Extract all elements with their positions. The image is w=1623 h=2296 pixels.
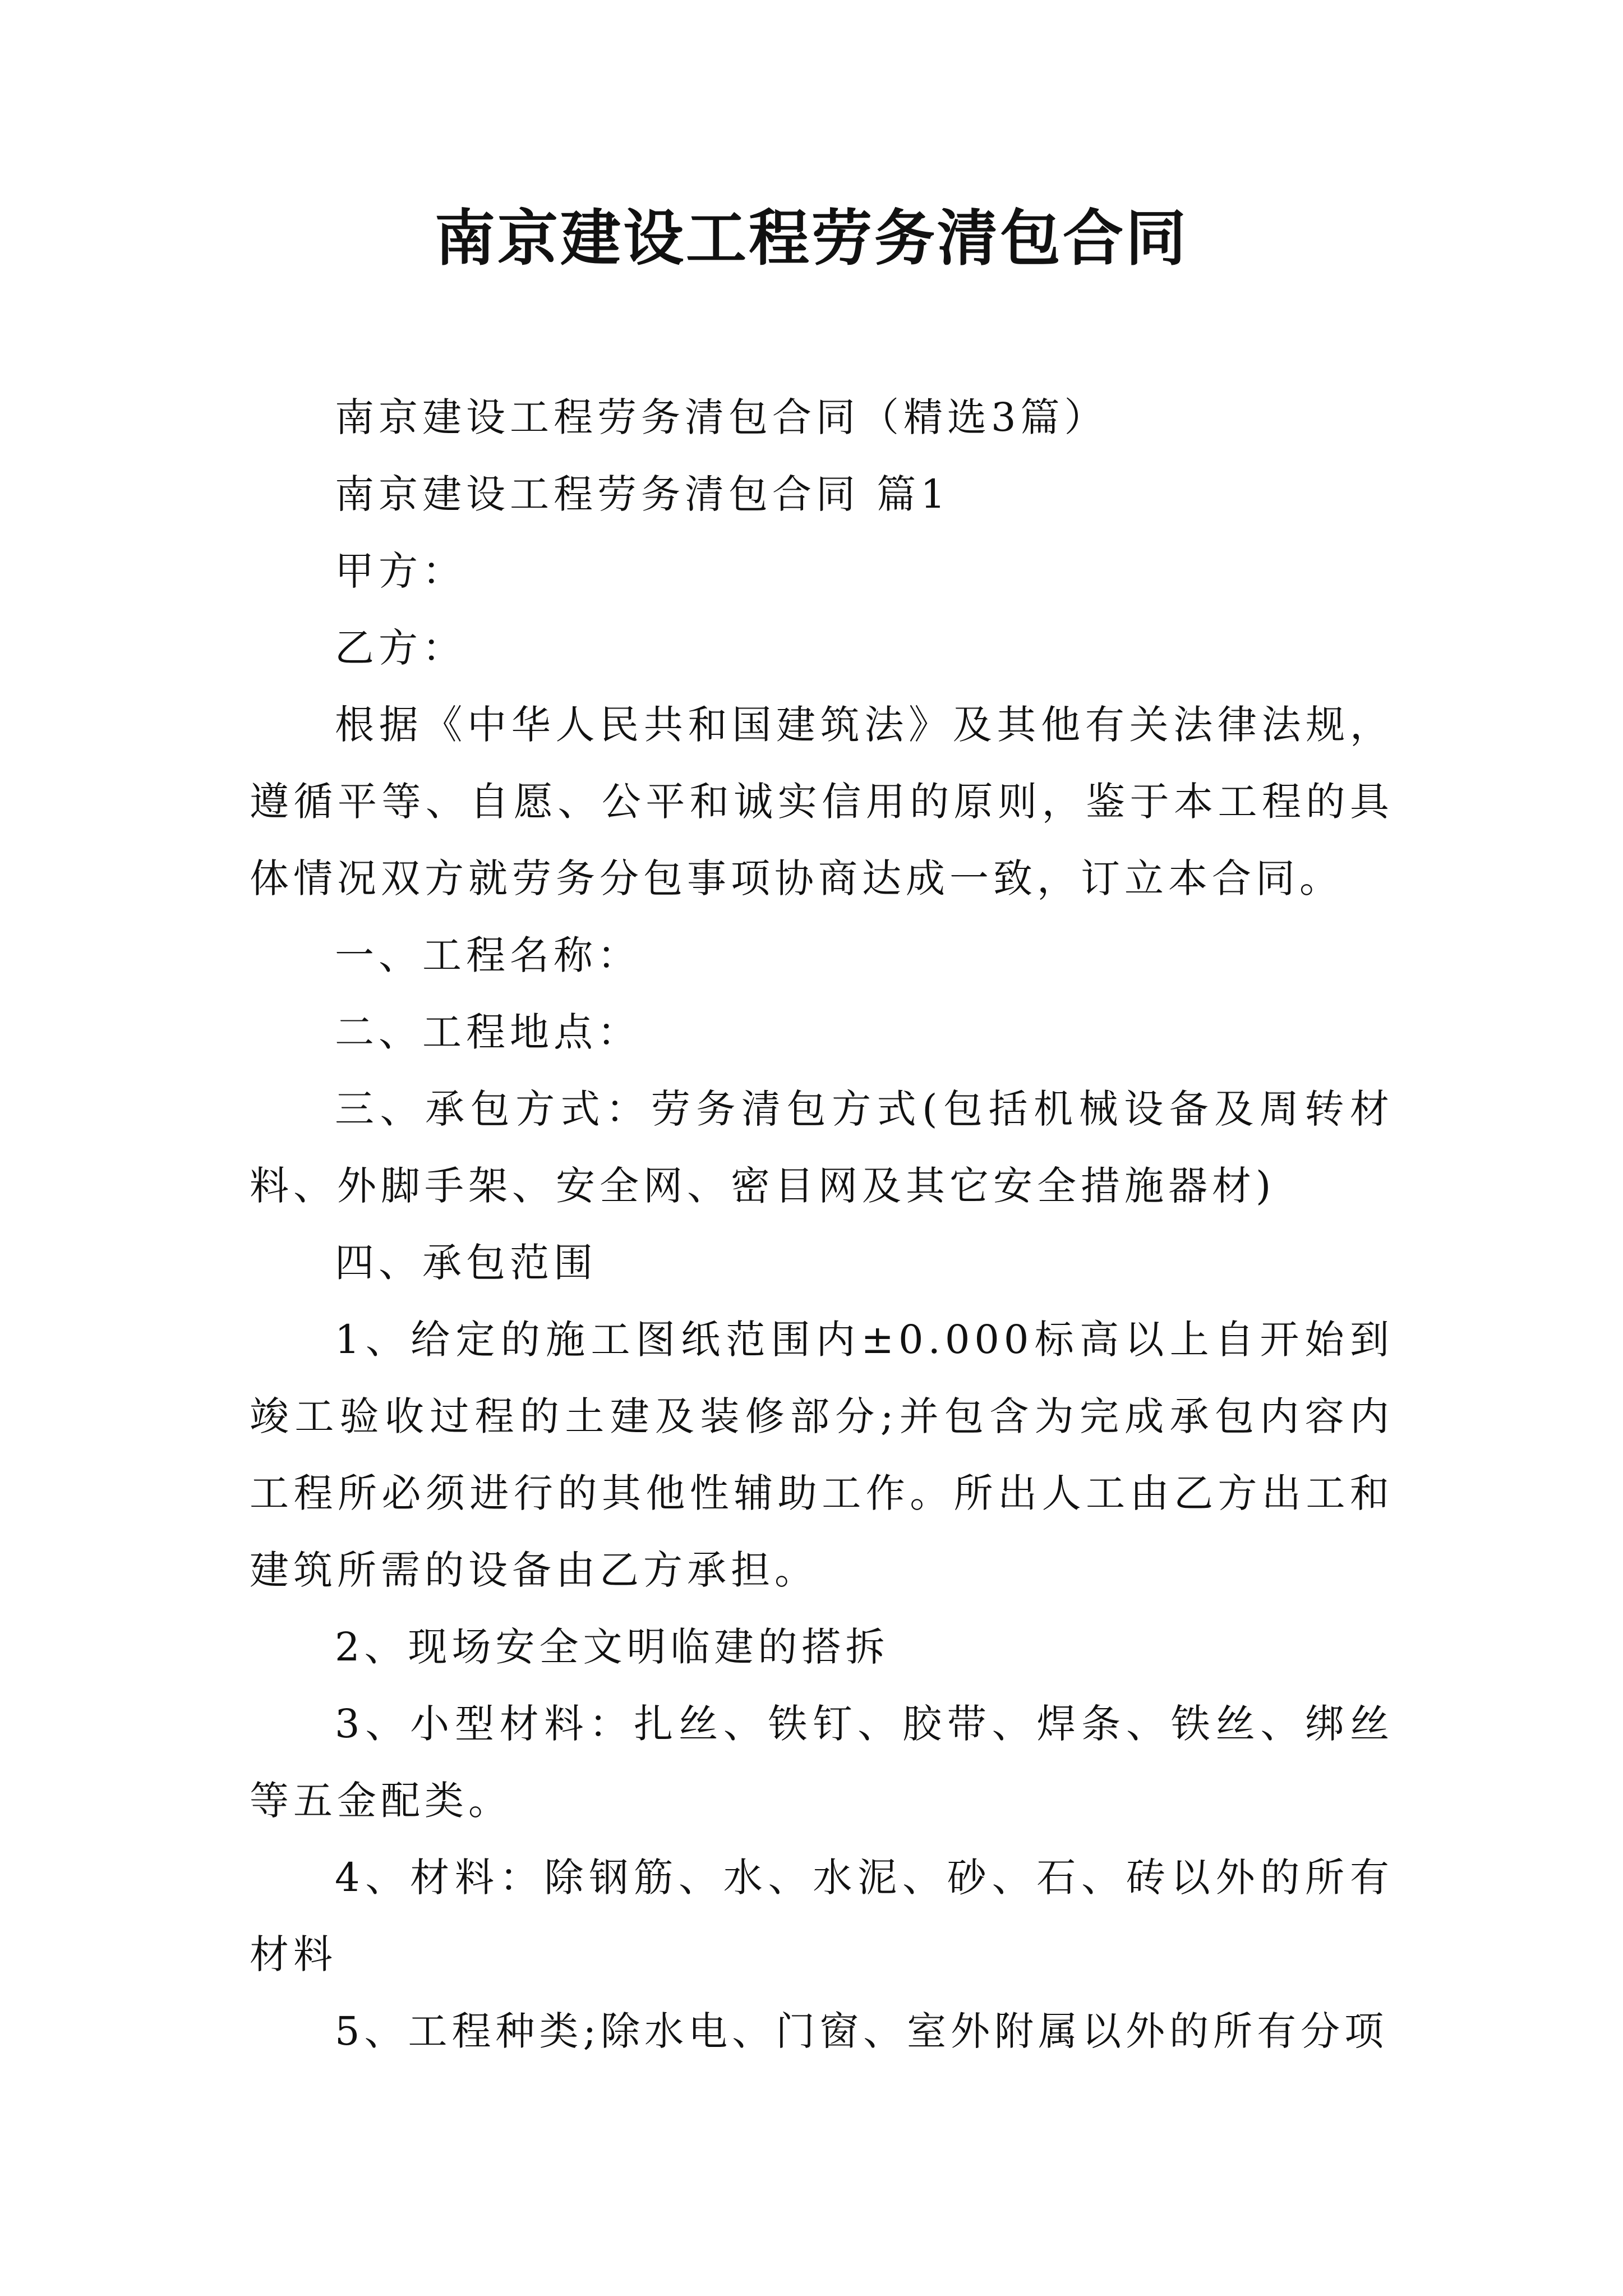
scope-item-2: 2、现场安全文明临建的搭拆: [335, 1624, 889, 1670]
preamble-paragraph: 根据《中华人民共和国建筑法》及其他有关法律法规，遵循平等、自愿、公平和诚实信用的原则，鉴于本工程的具体情况双方就劳务分包事项协商达成一致，订立本合同。: [250, 702, 1394, 901]
clause-project-location: 二、工程地点：: [335, 1009, 641, 1055]
section-heading: 南京建设工程劳务清包合同 篇1: [335, 471, 950, 517]
scope-item-5: 5、工程种类;除水电、门窗、室外附属以外的所有分项: [335, 2008, 1389, 2054]
party-a-field: 甲方：: [335, 548, 466, 594]
clause-contract-method: 三、承包方式：劳务清包方式(包括机械设备及周转材料、外脚手架、安全网、密目网及其它安全措施器材): [250, 1086, 1394, 1209]
clause-project-name: 一、工程名称：: [335, 932, 641, 978]
scope-item-3: 3、小型材料：扎丝、铁钉、胶带、焊条、铁丝、绑丝等五金配类。: [250, 1701, 1394, 1824]
scope-item-4: 4、材料：除钢筋、水、水泥、砂、石、砖以外的所有材料: [250, 1855, 1394, 1977]
subtitle-line: 南京建设工程劳务清包合同（精选3篇）: [335, 394, 1108, 440]
document-body: [250, 379, 1394, 2070]
clause-scope-heading: 四、承包范围: [335, 1240, 597, 1286]
document-title: 南京建设工程劳务清包合同: [434, 203, 1188, 274]
scope-item-1: 1、给定的施工图纸范围内±0.000标高以上自开始到竣工验收过程的土建及装修部分;并包含为完成承包内容内工程所必须进行的其他性辅助工作。所出人工由乙方出工和建筑所需的设备由乙方承担。: [250, 1317, 1394, 1593]
party-b-field: 乙方：: [335, 625, 466, 671]
